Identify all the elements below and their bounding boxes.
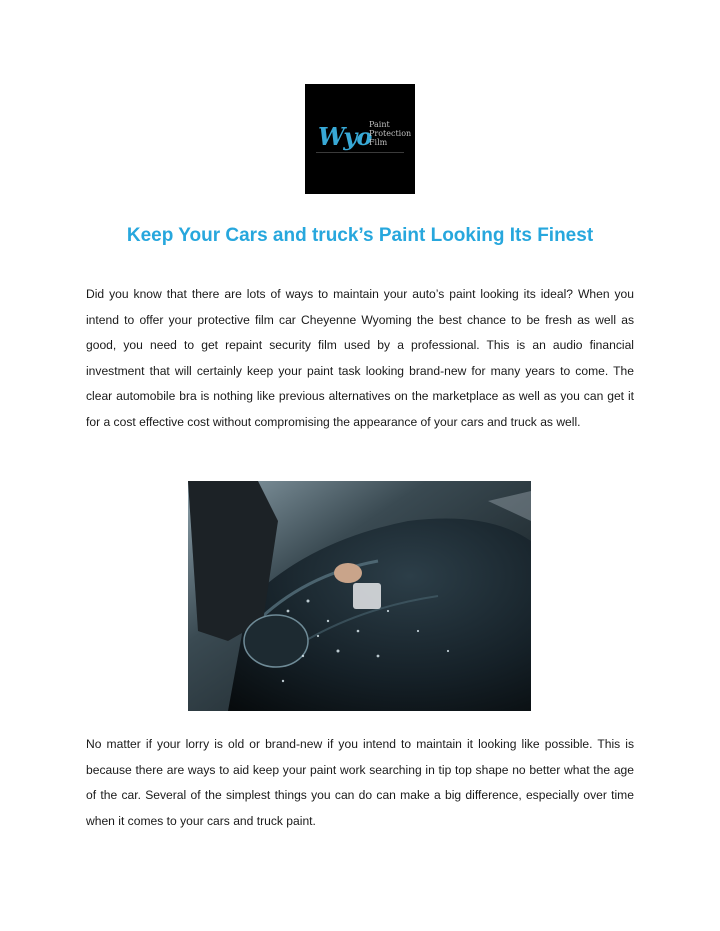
brand-logo <box>305 84 415 194</box>
article-paragraph-1: Did you know that there are lots of ways to maintain your auto’s paint looking its ideal? When you intend to offer your protective film car Cheyenne Wyoming the best chance to be fresh as well as good, you need to get repaint security film used by a professional. This is an audio financial investment that will certainly keep your paint task looking brand-new for many years to come. The clear automobile bra is nothing like previous alternatives on the marketplace as well as you can get it for a cost effective cost without compromising the appearance of your cars and truck as well. <box>86 287 634 429</box>
logo-tagline <box>369 120 413 147</box>
logo-divider <box>316 152 404 153</box>
logo-tagline-line: Paint <box>369 120 390 129</box>
article-paragraph-2: No matter if your lorry is old or brand-new if you intend to maintain it looking like possible. This is because there are ways to aid keep your paint work searching in tip top shape no better what the age of the car. Several of the simplest things you can do can make a big difference, especially over time when it comes to your cars and truck paint. <box>86 737 634 828</box>
article-title: Keep Your Cars and truck’s Paint Looking Its Finest <box>126 225 594 246</box>
logo-tagline-line: Film <box>369 138 388 147</box>
car-paint-film-photo <box>188 481 531 711</box>
logo-tagline-line: Protection <box>369 129 412 138</box>
logo-mark: Wyo <box>318 122 372 151</box>
